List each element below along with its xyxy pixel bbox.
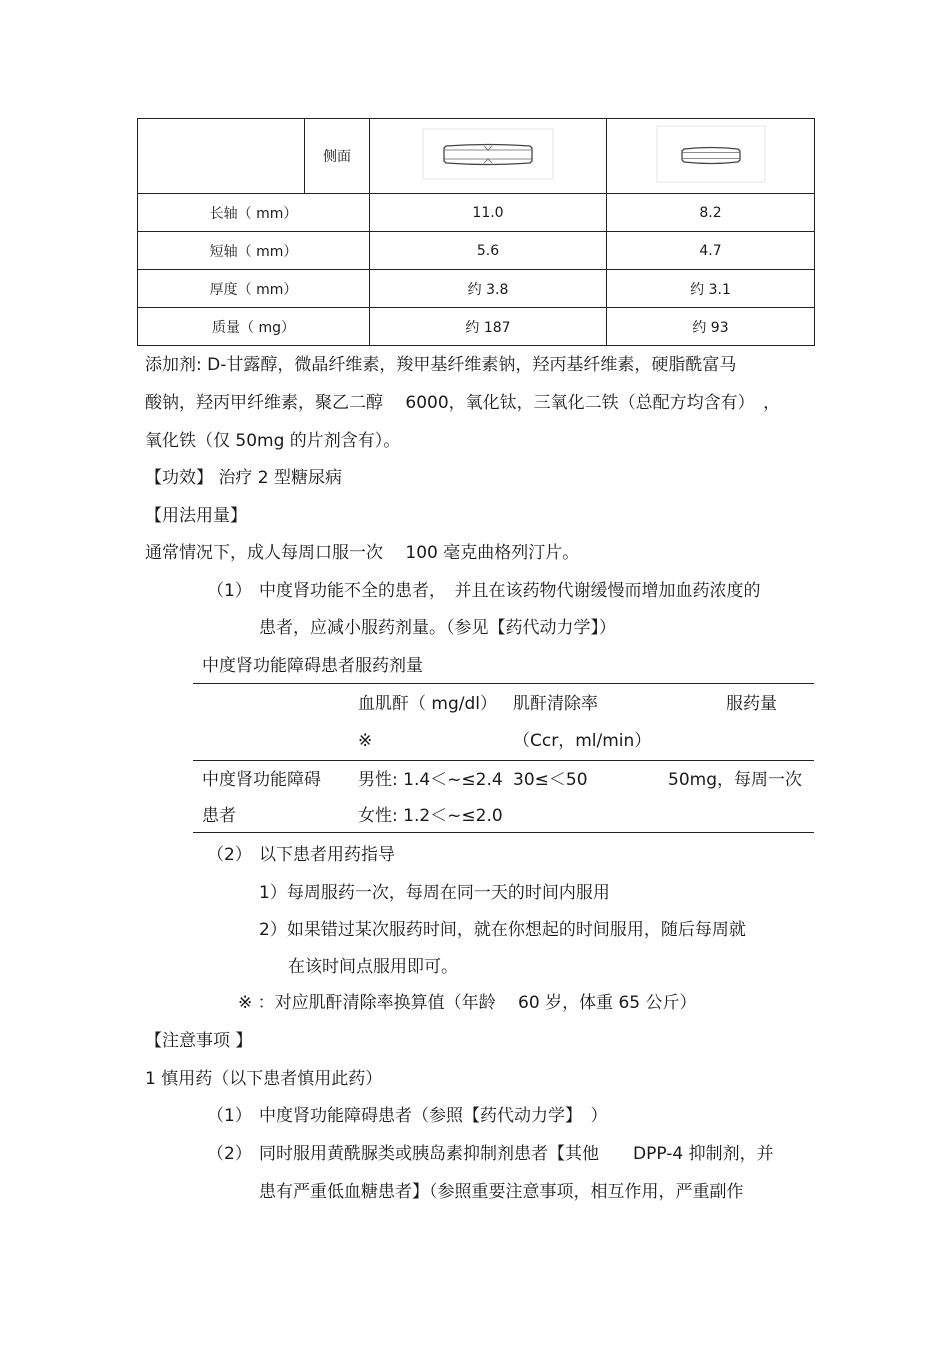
dose-header-note-mark: ※ bbox=[358, 731, 373, 751]
spec-row-value-1: 约 3.8 bbox=[370, 270, 607, 308]
dose-header-ccr-unit: （Ccr，ml/min） bbox=[513, 731, 652, 751]
spec-row-value-1: 11.0 bbox=[370, 194, 607, 232]
item1-number: （1） bbox=[207, 581, 252, 601]
notes-heading: 【注意事项 】 bbox=[145, 1031, 253, 1051]
usage-heading: 【用法用量】 bbox=[145, 506, 247, 526]
dose-table-top-rule bbox=[193, 683, 814, 684]
spec-empty-cell bbox=[138, 119, 305, 194]
item2-sub-1: 1）每周服药一次，每周在同一天的时间内服用 bbox=[259, 883, 610, 903]
dose-row-ccr: 30≤＜50 bbox=[513, 770, 588, 790]
spec-row-value-1: 5.6 bbox=[370, 232, 607, 270]
dose-table-bottom-rule bbox=[193, 832, 814, 833]
usage-text: 通常情况下，成人每周口服一次 100 毫克曲格列汀片。 bbox=[145, 543, 580, 563]
dose-header-ccr: 肌酐清除率 bbox=[513, 694, 598, 714]
spec-row bbox=[138, 194, 815, 232]
spec-row-side bbox=[138, 119, 815, 194]
spec-row-value-2: 约 93 bbox=[607, 308, 815, 346]
item1-line-1: 中度肾功能不全的患者， 并且在该药物代谢缓慢而增加血药浓度的 bbox=[259, 581, 761, 601]
dose-row-label-1: 中度肾功能障碍 bbox=[202, 770, 321, 790]
additives-line-3: 氧化铁（仅 50mg 的片剂含有）。 bbox=[145, 431, 401, 451]
spec-side-label: 侧面 bbox=[305, 119, 370, 194]
spec-row-value-2: 8.2 bbox=[607, 194, 815, 232]
item2-sub-2-line-1: 2）如果错过某次服药时间，就在你想起的时间服用，随后每周就 bbox=[259, 920, 746, 940]
caution1-text: 中度肾功能障碍患者（参照【药代动力学】 ） bbox=[259, 1106, 608, 1126]
dose-row-female: 女性: 1.2＜~≤2.0 bbox=[358, 806, 503, 826]
spec-row-value-2: 4.7 bbox=[607, 232, 815, 270]
item2-sub-2-line-2: 在该时间点服用即可。 bbox=[288, 957, 458, 977]
dose-header-dose: 服药量 bbox=[726, 694, 777, 714]
caution2-line-2: 患有严重低血糖患者】（参照重要注意事项，相互作用，严重副作 bbox=[259, 1182, 744, 1202]
spec-row bbox=[138, 232, 815, 270]
dose-header-creatinine: 血肌酐（ mg/dl） bbox=[358, 694, 497, 714]
spec-row-value-1: 约 187 bbox=[370, 308, 607, 346]
dose-row-label-2: 患者 bbox=[202, 806, 236, 826]
dose-table-header-rule bbox=[193, 760, 814, 761]
footnote: ※ ：对应肌酐清除率换算值（年龄 60 岁，体重 65 公斤） bbox=[238, 993, 697, 1013]
tablet-side-view-small bbox=[656, 125, 766, 183]
caution2-line-1: 同时服用黄酰脲类或胰岛素抑制剂患者【其他 DPP-4 抑制剂，并 bbox=[259, 1144, 774, 1164]
spec-row bbox=[138, 308, 815, 346]
dose-row-dose: 50mg，每周一次 bbox=[668, 770, 802, 790]
spec-row-label: 长轴（ mm） bbox=[138, 194, 370, 232]
spec-row-label: 短轴（ mm） bbox=[138, 232, 370, 270]
caution2-number: （2） bbox=[207, 1144, 252, 1164]
spec-row bbox=[138, 270, 815, 308]
caution1-number: （1） bbox=[207, 1106, 252, 1126]
item2-number: （2） bbox=[207, 845, 252, 865]
dose-row-male: 男性: 1.4＜~≤2.4 bbox=[358, 770, 503, 790]
tablet-side-view-large bbox=[422, 128, 554, 180]
item1-line-2: 患者，应减小服药剂量。（参见【药代动力学】） bbox=[259, 618, 616, 638]
tablet-spec-table bbox=[137, 118, 815, 346]
spec-row-value-2: 约 3.1 bbox=[607, 270, 815, 308]
efficacy-text: 【功效】 治疗 2 型糖尿病 bbox=[145, 468, 343, 488]
tablet-side-image-small bbox=[607, 119, 815, 194]
spec-row-label: 厚度（ mm） bbox=[138, 270, 370, 308]
additives-line-2: 酸钠，羟丙甲纤维素，聚乙二醇 6000，氧化钛，三氧化二铁（总配方均含有） ， bbox=[145, 393, 781, 413]
item2-title: 以下患者用药指导 bbox=[259, 845, 395, 865]
caution-heading: 1 慎用药（以下患者慎用此药） bbox=[145, 1069, 383, 1089]
spec-row-label: 质量（ mg） bbox=[138, 308, 370, 346]
additives-line-1: 添加剂: D-甘露醇，微晶纤维素，羧甲基纤维素钠，羟丙基纤维素，硬脂酰富马 bbox=[145, 355, 737, 375]
tablet-side-image-large bbox=[370, 119, 607, 194]
dose-table-title: 中度肾功能障碍患者服药剂量 bbox=[202, 656, 423, 676]
